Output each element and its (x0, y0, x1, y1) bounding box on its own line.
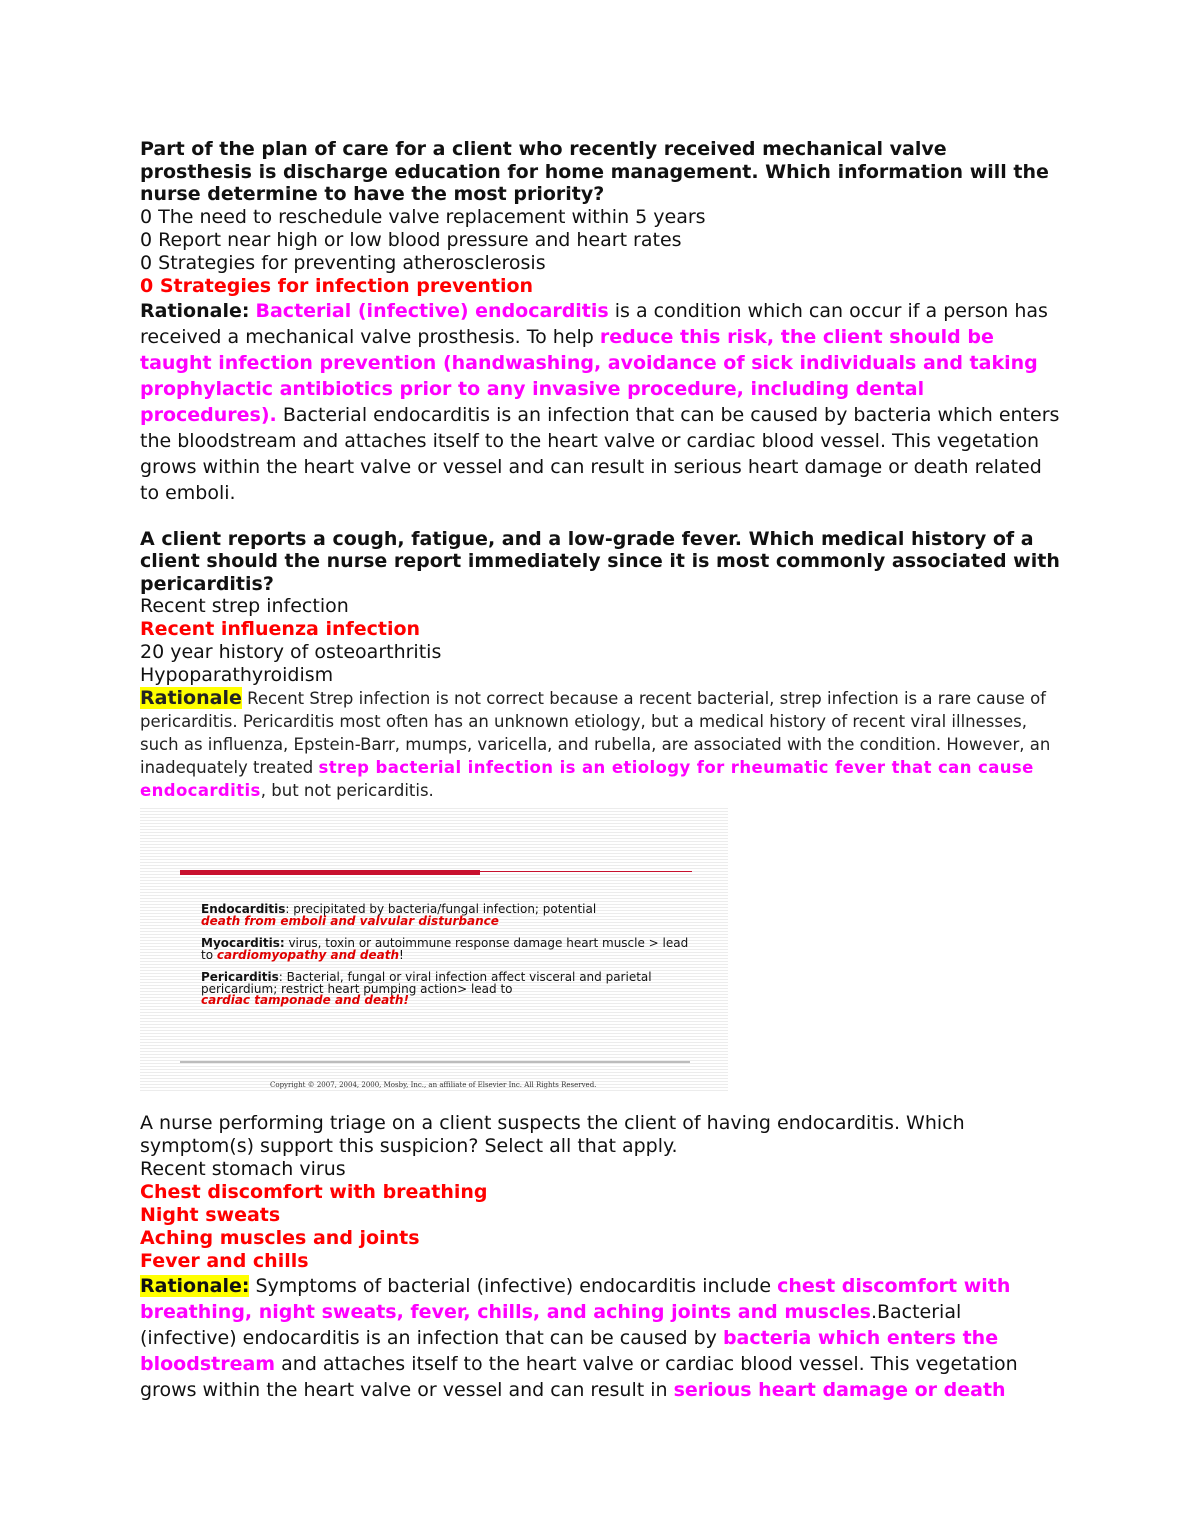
rationale-text: Recent Strep infection is not correct because a recent bacterial, strep infection is a rare cause of pericarditis. Pericarditis most often has an unknown etiology, but a medical history of recent viral illnesses, such as influenza, Epstein-Barr, mumps, varicella, and rubella, are associated with the condition. However, an inadequately treated (140, 689, 1051, 777)
question-2: A client reports a cough, fatigue, and a low-grade fever. Which medical history of a client should the nurse report immediately since it is most commonly associated with pericarditis? (140, 527, 1060, 595)
rationale-text: , but not pericarditis. (260, 781, 434, 800)
q3-rationale (140, 1273, 1060, 1403)
slide-term: Endocarditis (201, 902, 286, 916)
slide-term: Pericarditis (201, 970, 279, 984)
q2-option-4: Hypoparathyroidism (140, 664, 334, 686)
question-1: Part of the plan of care for a client who recently received mechanical valve prosthesis is discharge education for home management. Which information will the nurse determine to have the most priority? (140, 138, 1049, 205)
rationale-text: Symptoms of bacterial (infective) endocarditis include (249, 1275, 778, 1297)
rationale-label: Rationale: (140, 1275, 250, 1297)
slide-thin-rule (480, 871, 692, 872)
slide-term: Myocarditis: (201, 936, 285, 950)
rationale-text: is a condition which can occur if a person has received a mechanical valve prosthesis. To help (140, 299, 1048, 348)
slide-pericarditis: Pericarditis: Bacterial, fungal or viral infection affect visceral and parietal pericardium; restrict heart pumping action> lead to cardiac tamponade and death! (201, 970, 652, 1007)
carditis-slide-image (140, 806, 728, 1092)
rationale-highlight: chest discomfort with breathing, night sweats, fever, chills, and aching joints and muscles (140, 1275, 1011, 1323)
q3-correct-answer: Fever and chills (140, 1250, 309, 1272)
slide-myocarditis: Myocarditis: virus, toxin or autoimmune response damage heart muscle > lead to cardiomyopathy and death! (201, 936, 689, 962)
slide-red-bar (180, 870, 480, 875)
q2-option-3: 20 year history of osteoarthritis (140, 641, 442, 663)
rationale-text: and attaches itself to the heart valve or cardiac blood vessel. This vegetation grows within the heart valve or vessel and can result in (140, 1353, 1018, 1401)
q1-option-1: 0 The need to reschedule valve replacement within 5 years (140, 205, 706, 228)
slide-red-text: cardiac tamponade and death! (201, 993, 409, 1007)
q1-option-2: 0 Report near high or low blood pressure and heart rates (140, 228, 682, 251)
slide-red-text: cardiomyopathy and death (216, 947, 400, 962)
rationale-text: Bacterial endocarditis is an infection that can be caused by bacteria which enters the bloodstream and attaches itself to the heart valve or cardiac blood vessel. This vegetation grows within the heart valve or vessel and can result in serious heart damage or death related to emboli. (140, 403, 1060, 504)
q2-option-1: Recent strep infection (140, 595, 349, 617)
rationale-highlight: reduce this risk, the client should be taught infection prevention (handwashing, avoidance of sick individuals and taking prophylactic antibiotics prior to any invasive procedure, including dental procedures). (140, 325, 1038, 426)
rationale-label: Rationale: (140, 299, 250, 322)
document-page (140, 138, 1060, 1403)
slide-copyright: Copyright © 2007, 2004, 2000, Mosby, Inc., an affiliate of Elsevier Inc. All Rights Reserved. (270, 1081, 597, 1089)
q1-option-3: 0 Strategies for preventing atherosclerosis (140, 251, 546, 274)
q1-rationale (140, 298, 1060, 506)
rationale-label: Rationale (140, 687, 242, 709)
q1-correct-answer: 0 Strategies for infection prevention (140, 274, 534, 297)
rationale-highlight: Bacterial (infective) endocarditis (255, 299, 609, 322)
rationale-highlight: serious heart damage or death (673, 1379, 1006, 1401)
q3-correct-answer: Aching muscles and joints (140, 1227, 420, 1249)
q2-correct-answer: Recent influenza infection (140, 618, 421, 640)
rationale-text: .Bacterial (infective) endocarditis is an infection that can be caused by (140, 1301, 962, 1349)
q3-option-1: Recent stomach virus (140, 1158, 346, 1180)
rationale-highlight: strep bacterial infection is an etiology for rheumatic fever that can cause endocarditis (140, 758, 1034, 800)
rationale-highlight: bacteria which enters the bloodstream (140, 1327, 999, 1375)
question-3: A nurse performing triage on a client suspects the client of having endocarditis. Which symptom(s) support this suspicion? Select all that apply. (140, 1112, 965, 1157)
q2-rationale (140, 687, 1060, 802)
q3-correct-answer: Night sweats (140, 1204, 281, 1226)
q3-correct-answer: Chest discomfort with breathing (140, 1181, 488, 1203)
slide-bottom-rule (180, 1061, 690, 1063)
slide-endocarditis: Endocarditis: precipitated by bacteria/fungal infection; potential death from emboli and valvular disturbance (201, 902, 597, 928)
slide-red-text: death from emboli and valvular disturbance (201, 913, 499, 928)
